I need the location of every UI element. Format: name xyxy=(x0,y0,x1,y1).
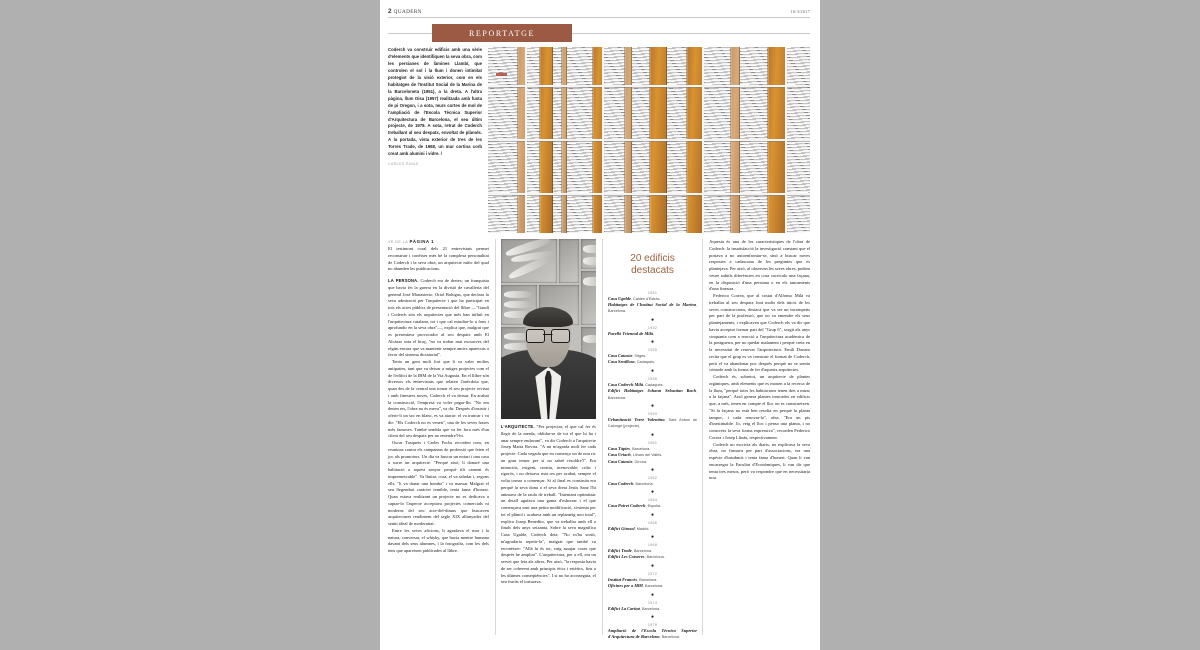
highlight-entry-name: Casa Coderch Milà xyxy=(607,381,644,387)
photo-credit: CARLES RIBAS xyxy=(388,162,419,167)
highlight-entry xyxy=(608,302,697,315)
entry-separator-dot: ● xyxy=(651,563,655,569)
portrait-figure xyxy=(501,307,596,419)
highlight-entries-list xyxy=(608,291,697,641)
highlight-entry-city: , Llinars del Vallès. xyxy=(630,453,663,458)
highlight-entry xyxy=(608,459,697,465)
highlight-year: 1968 xyxy=(647,543,658,548)
article-column-4 xyxy=(709,239,810,635)
paragraph-lead-in: LA PERSONA. xyxy=(388,278,419,283)
highlight-entry-city: , Barcelona. xyxy=(607,389,698,400)
entry-separator-dot: ● xyxy=(651,592,655,598)
entry-separator-dot: ● xyxy=(651,368,655,374)
highlight-entry-name: Oficines per a IBM xyxy=(607,583,643,589)
highlight-year: 1951 xyxy=(647,290,658,295)
folio xyxy=(388,8,422,15)
highlight-box-title: 20 edificis destacats xyxy=(630,253,675,276)
article-paragraph xyxy=(388,278,489,359)
highlight-entry-city: , Espolla. xyxy=(645,504,662,509)
facade-photograph xyxy=(488,47,810,233)
top-photo-band xyxy=(388,47,810,233)
highlight-year: 1956 xyxy=(647,376,658,381)
highlight-entry xyxy=(608,628,697,641)
highlight-entry-city: , Cadaqués. xyxy=(643,382,664,387)
highlight-entry-city: , Caldes d'Estrac. xyxy=(630,296,661,301)
entry-separator-dot: ● xyxy=(651,615,655,621)
highlight-entry-name: Edifici Les Cotxeres xyxy=(607,554,645,560)
article-paragraph: Entre les seves aficions, li agradava el mar i la natura, conversar, el whisky, que havia mentre humana davant dels seus alumnes, i la fotografia, com les dels tens que apareixen publicades al llibre. xyxy=(388,527,489,553)
highlight-year: 1952 xyxy=(647,325,658,330)
highlight-entry-city: , Barcelona. xyxy=(629,446,651,451)
highlight-entry xyxy=(608,503,697,509)
continued-page: PÀGINA 1 xyxy=(409,239,435,244)
paragraph-text: Coderch era de dretes; un franquista que havia fet la guerra en la divisió de cavalleria del general José Monasterio. Oriol Bohigas, que declara la seva admiració per l'arquitecte i que ha participat en tots els actes públics de presentació del llibre —"Gaudí i Coderch són els arquitectes que més han influït en l'arquitectura catalana, tot i que cal estudiar-lo a fons i aprofundir en la seva obra"—, explica que, malgrat que es presentava provocador al seu despatx amb El Alcázar sota el braç, "no va trobar mai excusives del règim encara que va mantenir sempre amics aparecuts a favor del sistema dictatorial". xyxy=(388,278,489,358)
highlight-entry-name: Edifici Habitatges Johann Sebastian Bach xyxy=(607,388,697,394)
photo-caption-column xyxy=(388,47,488,233)
page-number: 2 xyxy=(388,8,392,15)
entry-separator-dot: ● xyxy=(651,432,655,438)
section-banner: REPORTATGE xyxy=(432,24,572,42)
entry-separator-dot: ● xyxy=(651,467,655,473)
highlight-entry-name: Casa Uriach xyxy=(607,452,631,458)
entry-separator-dot: ● xyxy=(651,403,655,409)
highlight-entry-name: Casa Poiret Coderch xyxy=(607,503,646,509)
highlight-entry-city: , Girona. xyxy=(632,459,647,464)
highlight-entry-name: Pavelló Triennal de Milà xyxy=(607,330,653,336)
article-paragraph xyxy=(501,424,596,586)
highlight-year: 1959 xyxy=(647,411,658,416)
highlight-entry-name: Casa Catasús xyxy=(607,458,633,464)
highlight-year: 1978 xyxy=(647,623,658,628)
article-paragraph: Coderch és, sobretot, un arquitecte de plantes orgàniques, amb elements que es mouen a la recerca de la llum, "perquè totes les habitacions tenen dret a mirar a la façana". Això genera plantes trencades en edificis que, a més, tenen en compte el lloc on es construeixen. "Si la façana no està ben resolta en perquè la planta tampoc, i cada renovar-la", afea. "Era un pis d'inestimable. Jo, veig el lloc i penso una planta, i no conscreix la seva forma expressiva", recorden Federico Correa i Josep Llinàs, respectivament. xyxy=(709,374,810,440)
highlight-entry xyxy=(608,481,697,487)
issue-date: 16/3/2017 xyxy=(790,9,810,14)
highlight-entry xyxy=(608,583,697,589)
article-paragraph: Oscar Tusquets i Carles Fochs recorden com, en reunions contra els campanars de professió que feien el joc als promotors. Un dia va buscar un notari i una casa a sucre un arquitecte. "Perquè això, li donaré una habitació a aquest senyor perquè tili cament és impremescable". Va lluitar, cosa, el va saludar i, segons ells, "li va donar una bomba" i va marxar Malgrat el seu llegendari caràcter temible, tenia fama d'honest. Quan estava realitzant un projecte no es dedicava a captar-lo l'aspecte acceptava projectes comercials ni moderns del seu acte-del-dinars que buscaven arquitectures rendiment del segle XIX allunyades del sentit ideal de modernitat. xyxy=(388,440,489,526)
highlight-entry-name: Casa Ugalde xyxy=(607,295,631,301)
highlight-entry-city: , Barcelona. xyxy=(633,481,654,486)
highlight-entry-name: Institut Francès xyxy=(607,576,638,582)
highlight-entry-name: Edifici La Caritat xyxy=(607,605,640,611)
entry-separator-dot: ● xyxy=(651,340,655,346)
article-paragraph: El testimoni coral dels 21 entrevistats permet reconstruir i conèixer més bé la complexa personalitat de Coderch i la seva obra, un arquitecte mític del qual no abunden les publicacions. xyxy=(388,246,489,272)
highlight-entry xyxy=(608,359,697,365)
highlight-entry xyxy=(608,606,697,612)
newspaper-page xyxy=(380,0,820,650)
highlight-year: 1955 xyxy=(647,348,658,353)
highlight-entry: Pavelló Triennal de Milà. xyxy=(607,330,655,336)
highlight-entry-city: , Barcelona. xyxy=(637,577,658,582)
highlight-entry-city: , Barcelona. xyxy=(644,555,665,560)
article-paragraph: Coderch no escrivia als diaris, no explicava la seva obra, no firmava per part d'associacions, era una espècie d'insubmís i tenia fama d'honest. Quan li van encarregar la Facultat d'Econòmiques, li van dir que tenia tres mesos, però va respondre que en necessitaria nou. xyxy=(709,441,810,481)
section-banner-row xyxy=(388,24,810,43)
highlight-year: 1972 xyxy=(647,571,658,576)
article-paragraph: Federico Correa, que al costat d'Alfonso Milà va treballar al seu despatx font molts dels inicis de les seves construccions, destaca que va ser un incompetis per part de la professió, que no va entendre els seus plantejaments, i explicaven que Coderch els va dir que havia acceptat formar part del "Grup 6", sorgit als anys cinquanta com a reacció a l'arquitectura acadèmica de la postguerra, per no quedar malament i perquè creia en la necessitat de renovar l'arquitectura. Emili Donato recita que el grup es va construir el format de Coderch, però el va abandonar poc després perquè no se sentia còmode amb la forma de fer d'aquests arquitectes. xyxy=(709,293,810,373)
continued-from xyxy=(388,239,489,244)
highlight-entry xyxy=(608,417,697,430)
highlight-entry-city: , Barcelona. xyxy=(631,549,653,554)
highlight-entry-name: Habitatges de l'Institut Social de la Marina xyxy=(607,301,697,307)
eyeglasses xyxy=(526,329,570,341)
coderch-portrait-photo xyxy=(501,239,596,419)
highlight-entry-city: , Barcelona. xyxy=(642,584,664,589)
highlight-year: 1966 xyxy=(647,520,658,525)
highlight-year: 1964 xyxy=(647,498,658,503)
highlight-entry-city: , Madrid. xyxy=(634,526,650,531)
masthead xyxy=(388,8,810,18)
entry-separator-dot: ● xyxy=(651,512,655,518)
highlight-entry-name: Ampliació de l'Escola Tècnica Superior d'Arquitectura de Barcelona xyxy=(607,628,698,640)
highlight-year: 1962 xyxy=(647,475,658,480)
paragraph-text: "Per projectar, el que cal fer és llegir de la merda, oblidar-se de tot el que hi ha i anar sempre endavant", va dir Coderch a l'arquitecte Josep Maria Rovira. "A mi m'agrada molt fer cada projecte. Cada vegada que en començo un de nou ric un gran temor per si no sabré resoldre'l". Era minuciós, exigent, creatiu, irrenovable; crític i rigorós, i no deixava mai res per acabat, sempre el volia tornar a començar. Si al final es construïa era perquè la seva dona o el seva dreta Jesús Sanz l'hi animava de la raula de treball. "Intentant optimitzar un detall agafava una gama d'esborrar i el que començava sent una petita modificació, s'estenia per tot el plànol i acabava amb un replanteig nou total", explica Josep Benedito, que va treballar amb ell a finals dels anys seixanta. Sobre la seva magnífica Casa Ugalde, Coderch deia: "No m'ha sortit, m'agradaria repetir-la", malgrat que també va reconèixer: "Allà hi és tot, vaig assajar coses que després he ampliat". L'arquitectura, per a ell, era un servei que feia als altres. Per això, "la resposta havia de ser coherent amb principis ètics i estètics, fins a les últimes conseqüències". I si no ho aconseguia, el seu fracàs el torturava. xyxy=(500,424,596,585)
highlight-box xyxy=(602,239,703,640)
entry-separator-dot: ● xyxy=(651,535,655,541)
article-paragraph: Aquesta és una de les característiques de l'obra de Coderch: la insatisfacció la investigació constant que el portava a no autoenfrontar-se, sinó a buscar noves respostes a cadascuna de les preguntes que es plantejava. Per això, al observen les seves obres, podem veure subtils diferències en cosa currículo una façana, en la disposició d'una persiana o en els tancaments d'una finestra. xyxy=(709,239,810,292)
highlight-entry-city: , Sant Antoni de Calonge (projecte). xyxy=(607,417,698,429)
highlight-entry xyxy=(608,526,697,532)
highlight-entry-name: Casa Coderch xyxy=(607,480,634,486)
publication-name: QUADERN xyxy=(393,9,422,15)
highlight-entry-city: , Barcelona. xyxy=(659,635,680,640)
highlight-entry-city: , Cadaqués. xyxy=(634,360,656,365)
highlight-entry-city: , Barcelona. xyxy=(639,606,661,611)
highlight-entry-name: Casa Senillosa xyxy=(607,359,635,365)
highlight-entry-city: , Sitges. xyxy=(632,354,647,359)
entry-separator-dot: ● xyxy=(651,317,655,323)
article-column-1 xyxy=(388,239,489,635)
highlight-entry-name: Edifici Trade xyxy=(607,548,632,554)
highlight-year: 1961 xyxy=(647,440,658,445)
continued-label: VE DE LA xyxy=(388,240,408,244)
paragraph-lead-in: L'ARQUITECTE. xyxy=(500,424,535,429)
article-paragraph: Tenia un geni molt fort que li va valer moltes antipaties, tant que va deixar a mitges projectes com el de l'edifici de la IBM de la Via Augusta. En el llibre són diversos els entrevistats que relaten l'anècdota que, quan des de la central una tornar el seu projecte revisat i amb finestres noves, Coderch el va deixar. En acabat la construcció, l'empresa va voler pagar-lhi. "No em deuen res, l'obra no és meva", va dir. Després d'insistir i oferir-li un soc en blanc, es va atacar: el va truncar i va dir: "Els Coderch no es venen", una de les seves frases més famoses. També sembla que va fer fora més d'un client del seu despatx per no entendre'l-hi. xyxy=(388,359,489,439)
entry-separator-dot: ● xyxy=(651,490,655,496)
article-body xyxy=(388,239,810,640)
photo-caption-text: Coderch va construir edificis amb una sèrie d'elements que identifiquen la seva obra, com les persianes de làmines Llambí, que controlen el sol i la llum i donen intimitat protegint de la visió exterior, com en els habitatges de l'Institut Social de la Marina de la Barceloneta (1951), a la dreta. A l'altra pàgina, llum Disa (1957) realitzada amb fusta de pi Oregon, i a sota, murs cortes de mol de l'ampliació de l'Escola Tècnica Superior d'Arquitectura de Barcelona, el seu últim projecte, de 1978. A sota, retrat de Coderch treballant al seu despatx, envoltat de plànols. A la portada, vista exterior de tres de les Torres Trade, de 1968, un mur cortina corb creat amb alumini i vidre. / xyxy=(388,47,482,157)
highlight-entry xyxy=(608,554,697,560)
highlight-entry-name: Edifici Girasol xyxy=(607,525,635,531)
highlight-entry-city: , Barcelona. xyxy=(607,302,698,314)
highlight-entry-name: Casa Catasús xyxy=(607,353,633,359)
highlight-entry-name: Casa Tàpies xyxy=(607,445,630,451)
highlight-entry-name: Urbanització Torre Valentina xyxy=(607,416,665,422)
article-column-2 xyxy=(495,239,596,635)
highlight-year: 1974 xyxy=(647,600,658,605)
highlight-entry xyxy=(608,388,697,401)
